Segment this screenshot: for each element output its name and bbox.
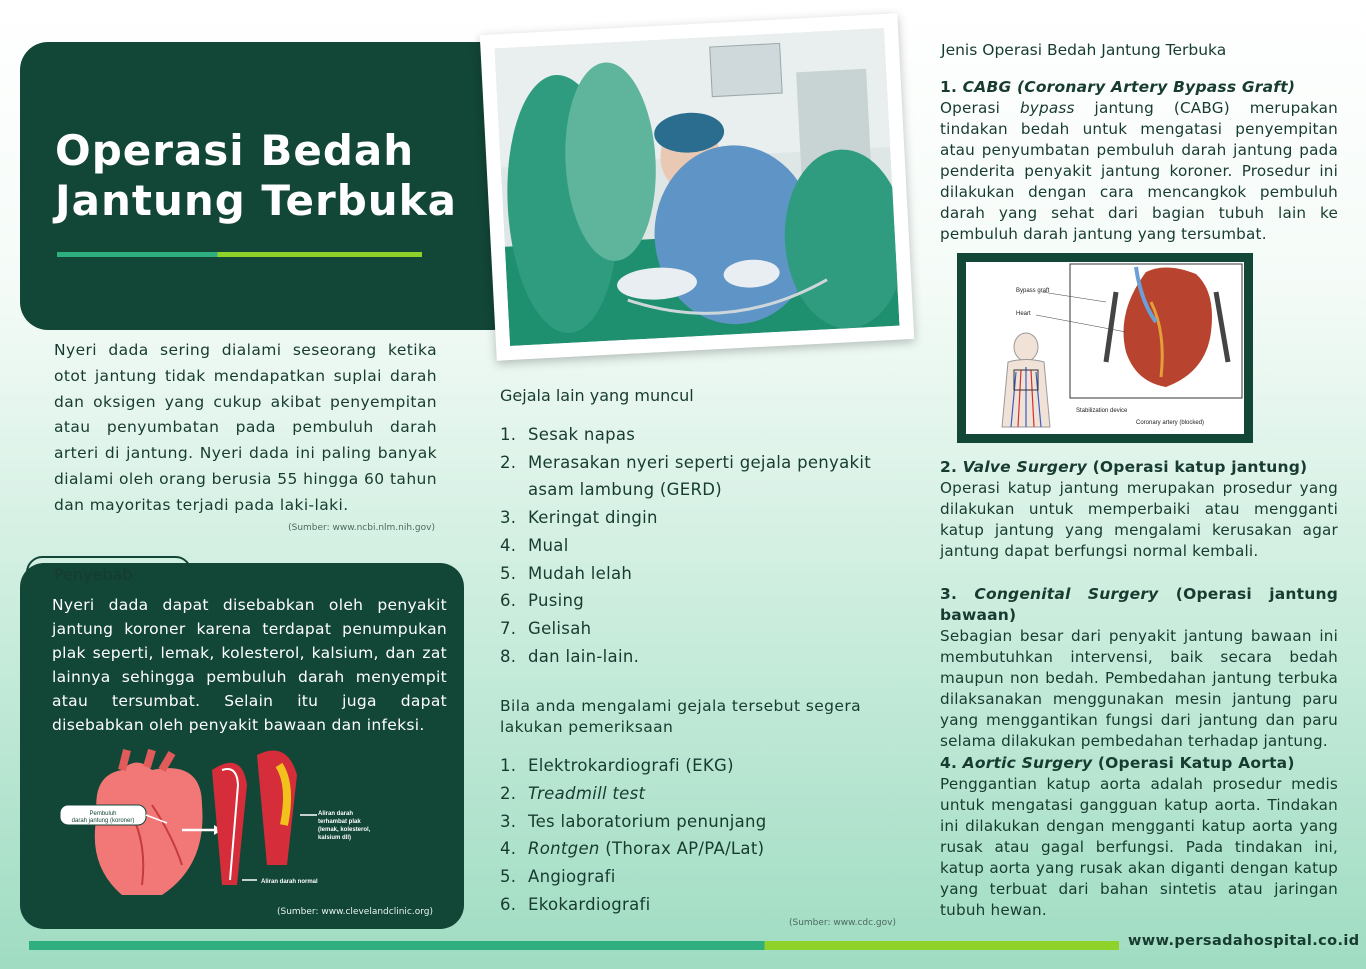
diagram-heart-label: Heart xyxy=(1016,311,1031,317)
aortic-text: Penggantian katup aorta adalah prosedur medis untuk mengatasi gangguan katup aorta. Tindakan ini dilakukan dengan mengganti katup aorta yang rusak atau gagal berfungsi. Pada tindakan ini, katup aorta yang rusak akan diganti dengan katup yang terbuat dari bahan sintetis atau jaringan tubuh hewan. xyxy=(940,775,1338,919)
intro-source: (Sumber: www.ncbi.nlm.nih.gov) xyxy=(288,523,435,533)
blocked-label-4: kalsium dll) xyxy=(318,835,352,841)
title-underline xyxy=(57,252,422,257)
list-item: 1. Elektrokardiografi (EKG) xyxy=(500,756,734,775)
list-item: 5. Angiografi xyxy=(500,867,616,887)
heart-illustration xyxy=(52,745,397,900)
exam-list xyxy=(500,752,880,919)
page-title-line-2: Jantung Terbuka xyxy=(55,176,457,225)
exam-source: (Sumber: www.cdc.gov) xyxy=(788,918,896,928)
list-item: 4. Rontgen (Thorax AP/PA/Lat) xyxy=(500,839,765,859)
symptoms-list xyxy=(500,421,880,670)
footer-bar xyxy=(29,941,1119,950)
list-item: 3. Keringat dingin xyxy=(500,508,658,528)
aortic-title: 4. Aortic Surgery (Operasi Katup Aorta) xyxy=(940,754,1295,772)
cabg-diagram-image xyxy=(966,262,1244,434)
congenital-title: 3. Congenital Surgery (Operasi jantung bawaan) xyxy=(940,585,1339,624)
valve-text: Operasi katup jantung merupakan prosedur yang dilakukan untuk memperbaiki atau mengganti katup jantung yang mengalami kerusakan agar jantung dapat berfungsi normal kembali. xyxy=(940,479,1338,560)
list-item: 8. dan lain-lain. xyxy=(500,646,640,666)
congenital-text: Sebagian besar dari penyakit jantung bawaan ini membutuhkan intervensi, baik secara bedah maupun non bedah. Pembedahan jantung terbuka dilaksanakan menggunakan mesin jantung paru yang menggantikan fungsi dari jantung dan paru selama dilakukan pembedahan terhadap jantung. xyxy=(940,627,1338,750)
list-item: 3. Tes laboratorium penunjang xyxy=(500,811,767,831)
list-item: 7. Gelisah xyxy=(500,618,592,638)
types-heading: Jenis Operasi Bedah Jantung Terbuka xyxy=(941,41,1227,59)
blocked-label-1: Aliran darah xyxy=(318,811,354,817)
intro-paragraph: Nyeri dada sering dialami seseorang ketika otot jantung tidak mendapatkan suplai darah dan oksigen yang cukup akibat penyempitan atau penyumbatan pada pembuluh darah arteri di jantung. Nyeri dada ini paling banyak dialami oleh orang berusia 55 hingga 60 tahun dan mayoritas terjadi pada laki-laki. xyxy=(54,341,437,514)
valve-section xyxy=(940,457,1338,562)
vessel-label-1: Pembuluh xyxy=(89,811,117,817)
cabg-title: 1. CABG (Coronary Artery Bypass Graft) xyxy=(940,78,1296,96)
surgery-photo xyxy=(480,13,914,360)
list-item: 5. Mudah lelah xyxy=(500,563,633,583)
website-link[interactable]: www.persadahospital.co.id xyxy=(1128,933,1360,949)
page-title xyxy=(55,126,475,226)
vessel-label-2: darah jantung (koroner) xyxy=(71,818,135,824)
page-title-line-1: Operasi Bedah xyxy=(55,126,415,175)
diagram-bypass-label: Bypass graft xyxy=(1016,288,1050,294)
blocked-label-3: (lemak, kolesterol, xyxy=(318,827,371,833)
list-item: 4. Mual xyxy=(500,535,569,555)
blocked-label-2: terhambat plak xyxy=(318,819,361,825)
normal-flow-label: Aliran darah normal xyxy=(261,879,318,885)
list-item: 2. Treadmill test xyxy=(500,783,646,803)
cabg-section xyxy=(940,77,1338,245)
aortic-section xyxy=(940,753,1338,921)
cause-heading: Penyebab xyxy=(26,556,192,589)
diagram-coronary-label: Coronary artery (blocked) xyxy=(1136,420,1205,426)
cabg-diagram xyxy=(957,253,1253,443)
congenital-section xyxy=(940,584,1338,752)
list-item: 2. Merasakan nyeri seperti gejala penyakit asam lambung (GERD) xyxy=(500,452,872,500)
diagram-stabilization-label: Stabilization device xyxy=(1076,408,1128,414)
symptoms-heading: Gejala lain yang muncul xyxy=(500,386,694,405)
list-item: 1. Sesak napas xyxy=(500,425,636,444)
valve-title: 2. Valve Surgery (Operasi katup jantung) xyxy=(940,458,1308,476)
list-item: 6. Ekokardiografi xyxy=(500,894,651,914)
cause-paragraph: Nyeri dada dapat disebabkan oleh penyakit jantung koroner karena terdapat penumpukan plak seperti, lemak, kolesterol, kalsium, dan zat lainnya sehingga pembuluh darah menyempit atau tersumbat. Selain itu juga dapat disebabkan oleh penyakit bawaan dan infeksi. xyxy=(52,596,447,734)
cause-source: (Sumber: www.clevelandclinic.org) xyxy=(276,907,433,917)
exam-heading: Bila anda mengalami gejala tersebut segera lakukan pemeriksaan xyxy=(500,697,862,736)
list-item: 6. Pusing xyxy=(500,591,585,611)
cabg-text: Operasi bypass jantung (CABG) merupakan tindakan bedah untuk mengatasi penyempitan atau penyumbatan pembuluh darah jantung pada penderita penyakit jantung koroner. Prosedur ini dilakukan dengan cara mencangkok pembuluh darah yang sehat dari bagian tubuh lain ke pembuluh darah jantung yang tersumbat. xyxy=(940,99,1338,243)
surgery-photo-image xyxy=(494,28,899,346)
heart-artery-diagram xyxy=(52,745,397,900)
